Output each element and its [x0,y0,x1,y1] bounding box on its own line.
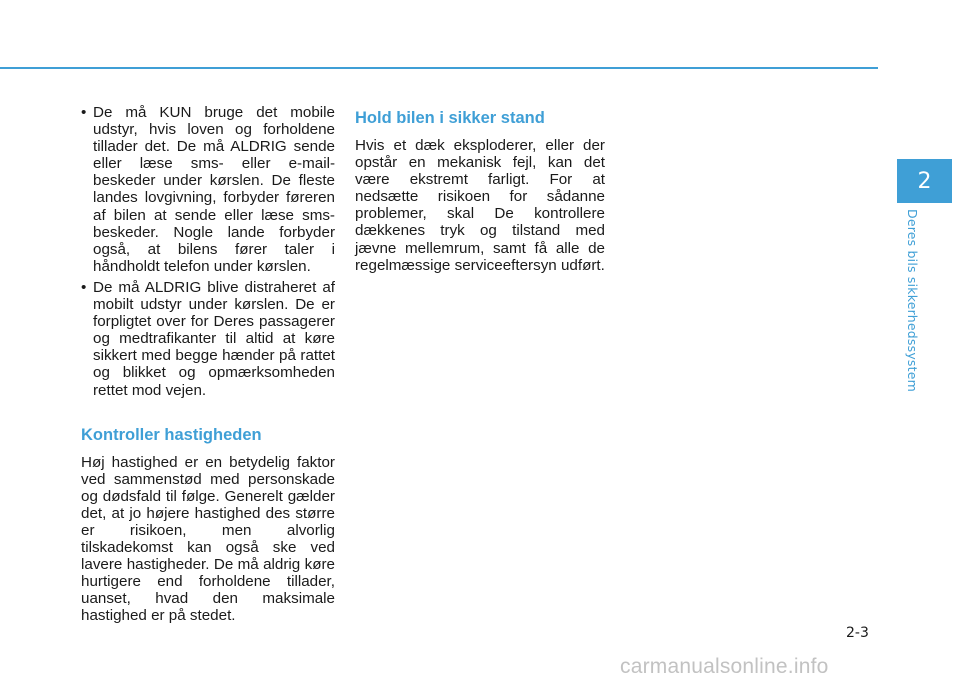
section-heading-maintenance: Hold bilen i sikker stand [355,109,545,127]
bullet-text-distraction: • De må ALDRIG blive distraheret af mobilt udstyr under kørslen. De er forpligtet over for Deres passagerer og medtrafikanter til altid at køre sikkert med begge hænder på rattet og blikket og opmærksomheden rettet mod vejen. [93,278,335,399]
chapter-side-title [892,210,932,390]
chapter-number: 2 [917,168,932,194]
bullet-text-mobile-use: • De må KUN bruge det mobile udstyr, hvis loven og forholdene tillader det. De må ALDRIG sende eller læse sms- eller e-mail-beskeder under kørslen. De fleste landes lovgivning, forbyder føreren af bilen at sende eller læse sms-beskeder. Nogle lande forbyder også, at bilens fører taler i håndholdt telefon under kørslen. [93,104,335,275]
chapter-number-tab [897,159,952,203]
right-column [355,108,605,274]
page-number: 2-3 [846,625,869,641]
list-item [81,104,335,275]
list-item [81,279,335,399]
section-body-speed: Høj hastighed er en betydelig faktor ved sammenstød med personskade og dødsfald til følge. Generelt gælder det, at jo højere hastighed des større er risikoen, men alvorlig tilskadekomst kan også ske ved lavere hastigheder. De må aldrig køre hurtigere end forholdene tillader, uanset, hvad den maksimale hastighed er på stedet. [81,453,335,625]
section-body-maintenance: Hvis et dæk eksploderer, eller der opstår en mekanisk fejl, kan det være ekstremt farligt. For at nedsætte risikoen for sådanne problemer, skal De kontrollere dækkenes tryk og tilstand med jævne mellemrum, samt få alle de regelmæssige serviceeftersyn udført. [355,137,605,274]
bullet-list [81,104,335,399]
left-column [81,104,335,625]
section-heading-speed: Kontroller hastigheden [81,425,262,444]
watermark: carmanualsonline.info [620,655,829,678]
chapter-title: Deres bils sikkerhedssystem [904,208,920,392]
header-rule [0,67,878,69]
